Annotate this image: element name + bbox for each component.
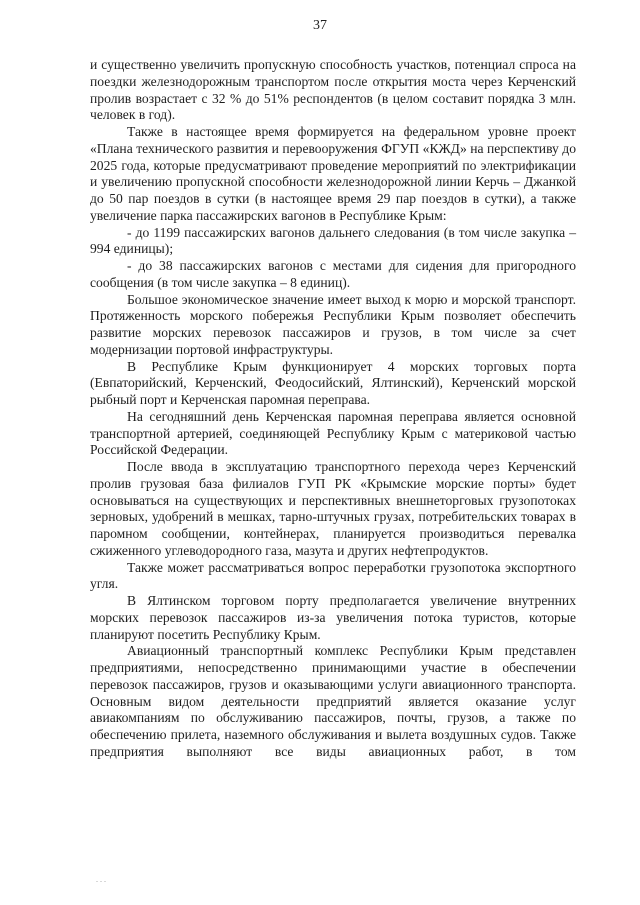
paragraph: В Республике Крым функционирует 4 морских торговых порта (Евпаторийский, Керченский, Феодосийский, Ялтинский), Керченский морской рыбный порт и Керченская паромная переправа.	[90, 358, 576, 407]
paragraph: На сегодняшний день Керченская паромная переправа является основной транспортной артерией, соединяющей Республику Крым с материковой частью Российской Федерации.	[90, 408, 576, 458]
paragraph: В Ялтинском торговом порту предполагается увеличение внутренних морских перевозок пассажиров из-за увеличения потока туристов, которые планируют посетить Республику Крым.	[90, 593, 576, 642]
list-item: - до 38 пассажирских вагонов с местами для сидения для пригородного сообщения (в том числе закупка – 8 единиц).	[90, 258, 576, 290]
paragraph: Также в настоящее время формируется на федеральном уровне проект «Плана технического развития и перевооружения ФГУП «КЖД» на перспективу до 2025 года, которые предусматривают проведение мероприятий по электрификации и увеличению пропускной способности железнодорожной линии Керчь – Джанкой до 50 пар поездов в сутки (в настоящее время 29 пар поездов в сутки), а также увеличение парка пассажирских вагонов в Республике Крым:	[90, 124, 576, 223]
page-number: 37	[313, 18, 327, 33]
paragraph: Также может рассматриваться вопрос переработки грузопотока экспортного угля.	[90, 559, 576, 592]
paragraph: Авиационный транспортный комплекс Республики Крым представлен предприятиями, непосредственно принимающими участие в обеспечении перевозок пассажиров, грузов и оказывающими услуги авиационного транспорта. Основным видом деятельности предприятий является оказание услуг авиакомпаниям по обслуживанию пассажиров, почты, грузов, а также по обеспечению прилета, наземного обслуживания и вылета воздушных судов. Также предприятия выполняют все виды авиационных работ, в том	[90, 643, 576, 759]
body-text	[90, 57, 576, 761]
list-item: - до 1199 пассажирских вагонов дальнего следования (в том числе закупка – 994 единицы);	[90, 224, 576, 257]
paragraph: После ввода в эксплуатацию транспортного перехода через Керченский пролив грузовая база филиалов ГУП РК «Крымские морские порты» будет основываться на существующих и перспективных внешнеторговых грузопотоках зерновых, удобрений в мешках, тарно-штучных грузах, потребительских товарах в паромном сообщении, контейнерах, планируется производиться перевалка сжиженного углеводородного газа, мазута и других нефтепродуктов.	[90, 459, 576, 558]
paragraph: и существенно увеличить пропускную способность участков, потенциал спроса на поездки железнодорожным транспортом после открытия моста через Керченский пролив возрастает с 32 % до 51% респондентов (в целом составит порядка 3 млн. человек в год).	[90, 57, 576, 123]
scan-mark: . . .	[96, 875, 106, 884]
paragraph: Большое экономическое значение имеет выход к морю и морской транспорт. Протяженность морского побережья Республики Крым позволяет обеспечить развитие морских перевозок пассажиров и грузов, в том числе за счет модернизации портовой инфраструктуры.	[90, 291, 576, 357]
